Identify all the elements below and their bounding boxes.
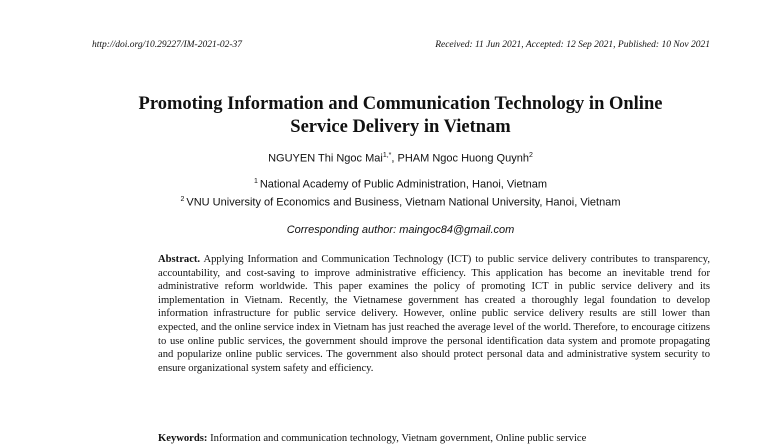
author-separator: , — [391, 152, 398, 165]
affiliation-1-mark: 1 — [253, 178, 258, 185]
abstract — [158, 253, 710, 375]
title-line-1: Promoting Information and Communication Technology in Online — [138, 94, 663, 114]
author-1: NGUYEN Thi Ngoc Mai — [268, 152, 383, 165]
author-2-affiliation-mark: 2 — [528, 152, 533, 159]
affiliation-2-text: VNU University of Economics and Business, Vietnam National University, Hanoi, Vietnam — [186, 196, 621, 209]
author-list — [92, 152, 709, 165]
affiliation-1 — [92, 178, 709, 191]
affiliation-1-text: National Academy of Public Administration, Hanoi, Vietnam — [259, 178, 548, 191]
title-line-2: Service Delivery in Vietnam — [290, 117, 511, 137]
publication-dates: Received: 11 Jun 2021, Accepted: 12 Sep 2021, Published: 10 Nov 2021 — [435, 40, 710, 50]
author-1-affiliation-mark: 1,* — [382, 152, 392, 159]
abstract-label: Abstract. — [158, 254, 201, 265]
affiliation-2-mark: 2 — [180, 196, 185, 203]
keywords-label: Keywords: — [158, 433, 208, 444]
keywords — [158, 432, 710, 446]
author-2: PHAM Ngoc Huong Quynh — [397, 152, 529, 165]
paper-title — [92, 93, 709, 139]
abstract-text: Applying Information and Communication Technology (ICT) to public service delivery contributes to transparency, accountability, and cost-saving to improve administrative efficiency. This application has become an inevitable trend for administrative reform worldwide. This paper examines the policy of promoting ICT in public service delivery and its implementation in Vietnam. Recently, the Vietnamese government has created a thoroughly legal foundation to develop information infrastructure for public service delivery. However, online public service delivery results are still lower than expected, and the online service index in Vietnam has just reached the average level of the world. Therefore, to encourage citizens to use online public services, the government should improve the personal identification data system and promote propagating and popularize online public services. The government also should protect personal data and administrative system security to ensure organizational system safety and efficiency. — [158, 254, 710, 374]
corresponding-author: Corresponding author: maingoc84@gmail.com — [286, 224, 515, 236]
doi-link[interactable]: http://doi.org/10.29227/IM-2021-02-37 — [92, 40, 243, 50]
affiliation-2 — [92, 196, 709, 209]
keywords-text: Information and communication technology, Vietnam government, Online public service — [210, 433, 587, 444]
